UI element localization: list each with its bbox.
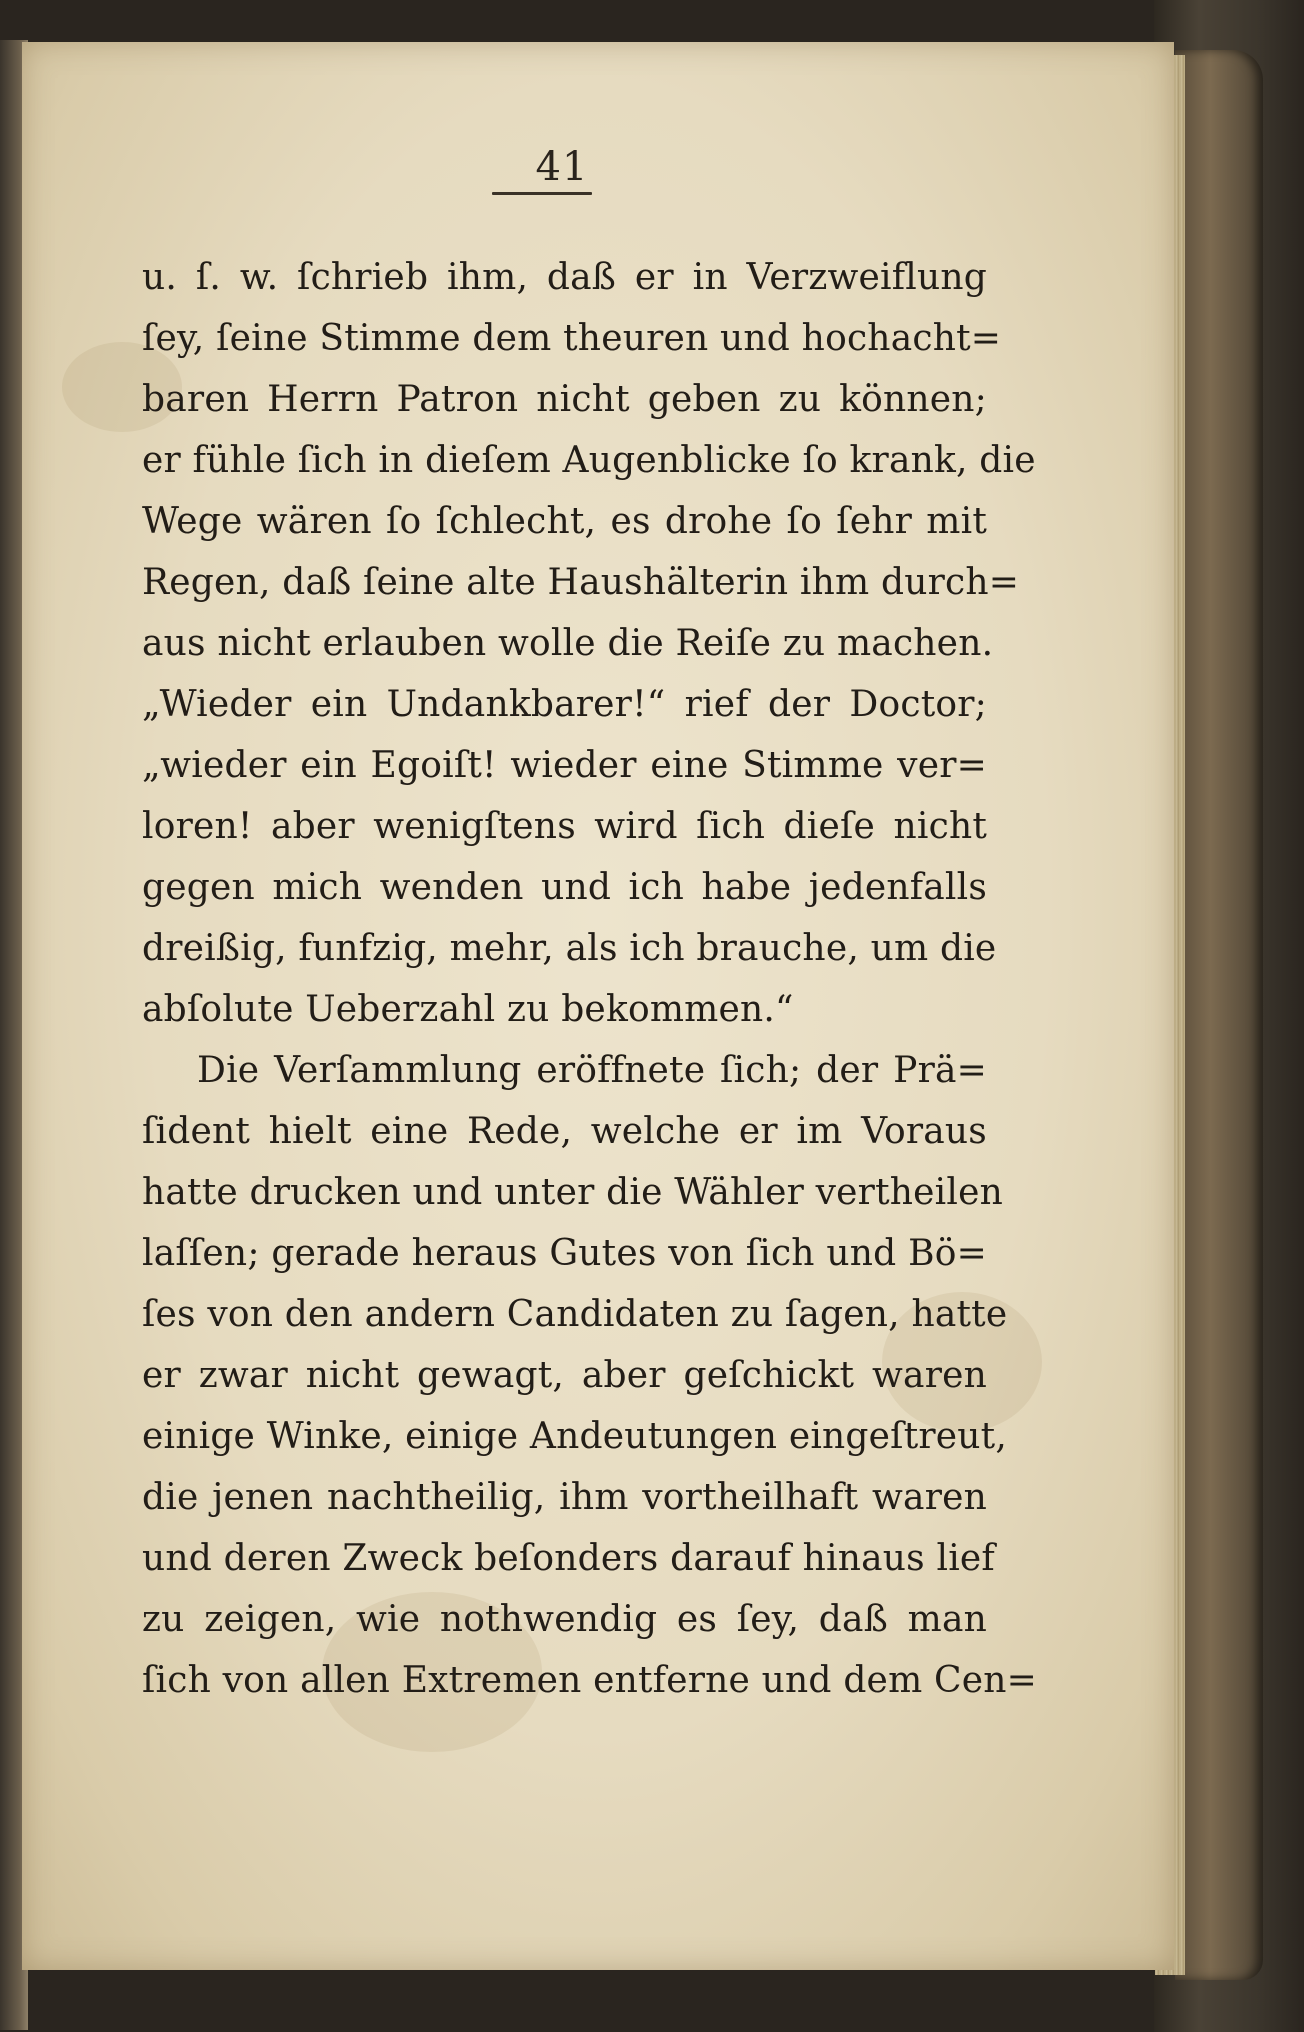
text-line: Regen, daß ſeine alte Haushälterin ihm durch= (142, 562, 1020, 603)
text-line: Wege wären ſo ſchlecht, es drohe ſo ſehr mit (142, 501, 987, 542)
text-line: aus nicht erlauben wolle die Reiſe zu machen. (142, 623, 994, 664)
text-line: hatte drucken und unter die Wähler vertheilen (142, 1172, 1003, 1213)
text-line: „Wieder ein Undankbarer!“ rief der Doctor; (142, 684, 987, 725)
text-line: ſident hielt eine Rede, welche er im Voraus (142, 1111, 987, 1152)
text-line: er zwar nicht gewagt, aber geſchickt waren (142, 1355, 987, 1396)
text-line: er fühle ſich in dieſem Augenblicke ſo krank, die (142, 440, 1036, 481)
text-line: und deren Zweck beſonders darauf hinaus lief (142, 1538, 995, 1579)
page-number-rule (492, 192, 592, 195)
body-text (142, 247, 1038, 1711)
text-line: laſſen; gerade heraus Gutes von ſich und Bö= (142, 1233, 987, 1274)
text-line: einige Winke, einige Andeutungen eingeſtreut, (142, 1416, 1007, 1457)
text-line: ſich von allen Extremen entferne und dem Cen= (142, 1660, 1038, 1701)
text-line: Die Verſammlung eröffnete ſich; der Prä= (197, 1050, 987, 1091)
book-page (22, 42, 1174, 1970)
text-line: gegen mich wenden und ich habe jedenfalls (142, 867, 987, 908)
text-line: baren Herrn Patron nicht geben zu können; (142, 379, 987, 420)
text-line: ſey, ſeine Stimme dem theuren und hochacht= (142, 318, 1002, 359)
text-line: abſolute Ueberzahl zu bekommen.“ (142, 989, 794, 1030)
text-line: dreißig, funfzig, mehr, als ich brauche, um die (142, 928, 997, 969)
text-line: u. ſ. w. ſchrieb ihm, daß er in Verzweiflung (142, 257, 987, 298)
cover-edge (1175, 50, 1263, 1980)
text-line: „wieder ein Egoiſt! wieder eine Stimme ver= (142, 745, 987, 786)
page-number: 41 (535, 144, 589, 190)
text-line: ſes von den andern Candidaten zu ſagen, hatte (142, 1294, 1008, 1335)
text-line: loren! aber wenigſtens wird ſich dieſe nicht (142, 806, 987, 847)
text-line: zu zeigen, wie nothwendig es ſey, daß man (142, 1599, 987, 1640)
text-line: die jenen nachtheilig, ihm vortheilhaft waren (142, 1477, 987, 1518)
